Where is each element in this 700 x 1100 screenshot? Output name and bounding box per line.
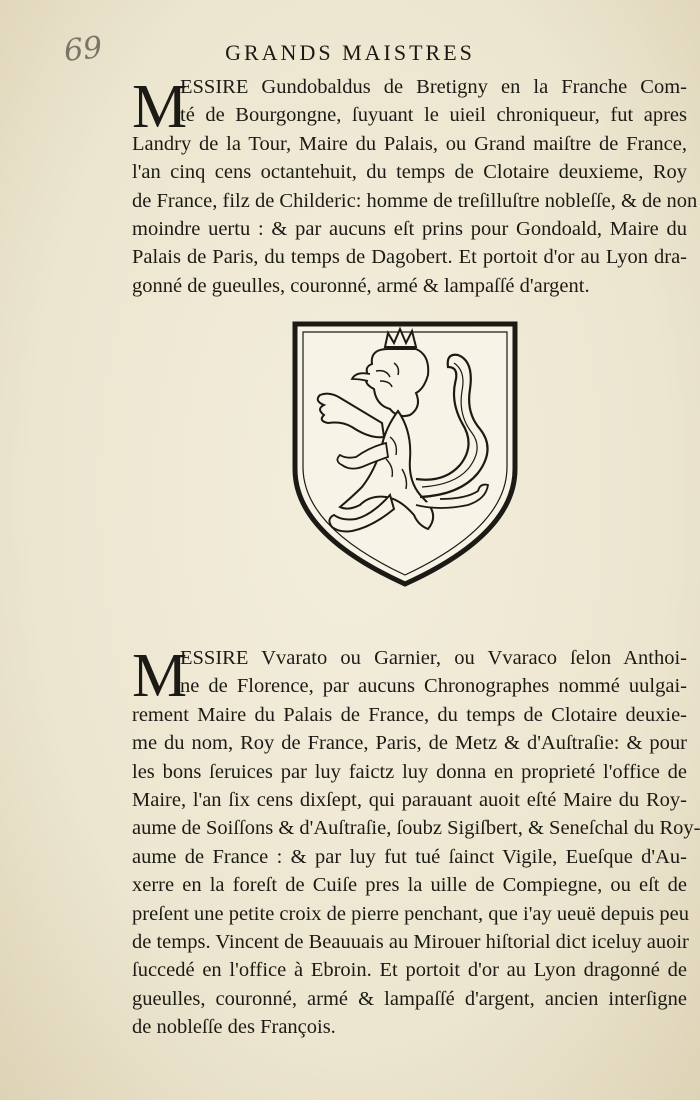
text-line: aume de France : & par luy fut tué ſainct Vigile, Eueſque d'Au- xyxy=(132,845,687,868)
text-line: de nobleſſe des François. xyxy=(132,1016,336,1039)
text-line: l'an cinq cens octantehuit, du temps de Clotaire deuxieme, Roy xyxy=(132,161,687,184)
text-line: té de Bourgongne, ſuyuant le uieil chroniqueur, fut apres xyxy=(180,104,687,127)
text-line: gueulles, couronné, armé & lampaſſé d'argent, ancien interſigne xyxy=(132,987,687,1010)
text-line: ſuccedé en l'office à Ebroin. Et portoit d'or au Lyon dragonné de xyxy=(132,959,687,982)
running-head: GRANDS MAISTRES xyxy=(225,40,475,65)
text-line: de France, filz de Childeric: homme de treſilluſtre nobleſſe, & de non xyxy=(132,189,698,212)
folio-number: 69 xyxy=(62,30,104,69)
text-line: gonné de gueulles, couronné, armé & lampaſſé d'argent. xyxy=(132,274,590,297)
text-line: les bons ſeruices par luy faictz luy donna en proprieté l'office de xyxy=(132,760,687,783)
drop-cap-initial: M xyxy=(132,73,188,141)
text-line: Palais de Paris, du temps de Dagobert. Et portoit d'or au Lyon dra- xyxy=(132,246,687,269)
text-line: ESSIRE Gundobaldus de Bretigny en la Franche Com- xyxy=(180,76,687,98)
lion-dragonne-crowned-shield-icon xyxy=(290,319,520,589)
entry-vvarato xyxy=(132,644,700,1042)
text-line: preſent une petite croix de pierre penchant, que i'ay ueuë depuis peu xyxy=(132,902,689,925)
entry-gundobaldus xyxy=(132,73,698,300)
text-line: aume de Soiſſons & d'Auſtraſie, ſoubz Sigiſbert, & Seneſchal du Roy- xyxy=(132,817,700,840)
text-line: Landry de la Tour, Maire du Palais, ou Grand maiſtre de France, xyxy=(132,132,687,155)
text-line: Maire, l'an ſix cens dixſept, qui parauant auoit eſté Maire du Roy- xyxy=(132,789,687,812)
drop-cap-initial: M xyxy=(132,642,188,710)
text-line: ESSIRE Vvarato ou Garnier, ou Vvaraco ſelon Anthoi- xyxy=(180,647,687,669)
text-line: moindre uertu : & par aucuns eſt prins pour Gondoald, Maire du xyxy=(132,218,687,241)
text-line: de temps. Vincent de Beauuais au Mirouer hiſtorial dict iceluy auoir xyxy=(132,931,689,954)
text-line: ne de Florence, par aucuns Chronographes nommé uulgai- xyxy=(180,675,687,698)
text-line: me du nom, Roy de France, Paris, de Metz & d'Auſtraſie: & pour xyxy=(132,732,687,755)
text-line: xerre en la foreſt de Cuiſe pres la uille de Compiegne, ou eſt de xyxy=(132,874,687,897)
text-line: rement Maire du Palais de France, du temps de Clotaire deuxie- xyxy=(132,703,687,726)
